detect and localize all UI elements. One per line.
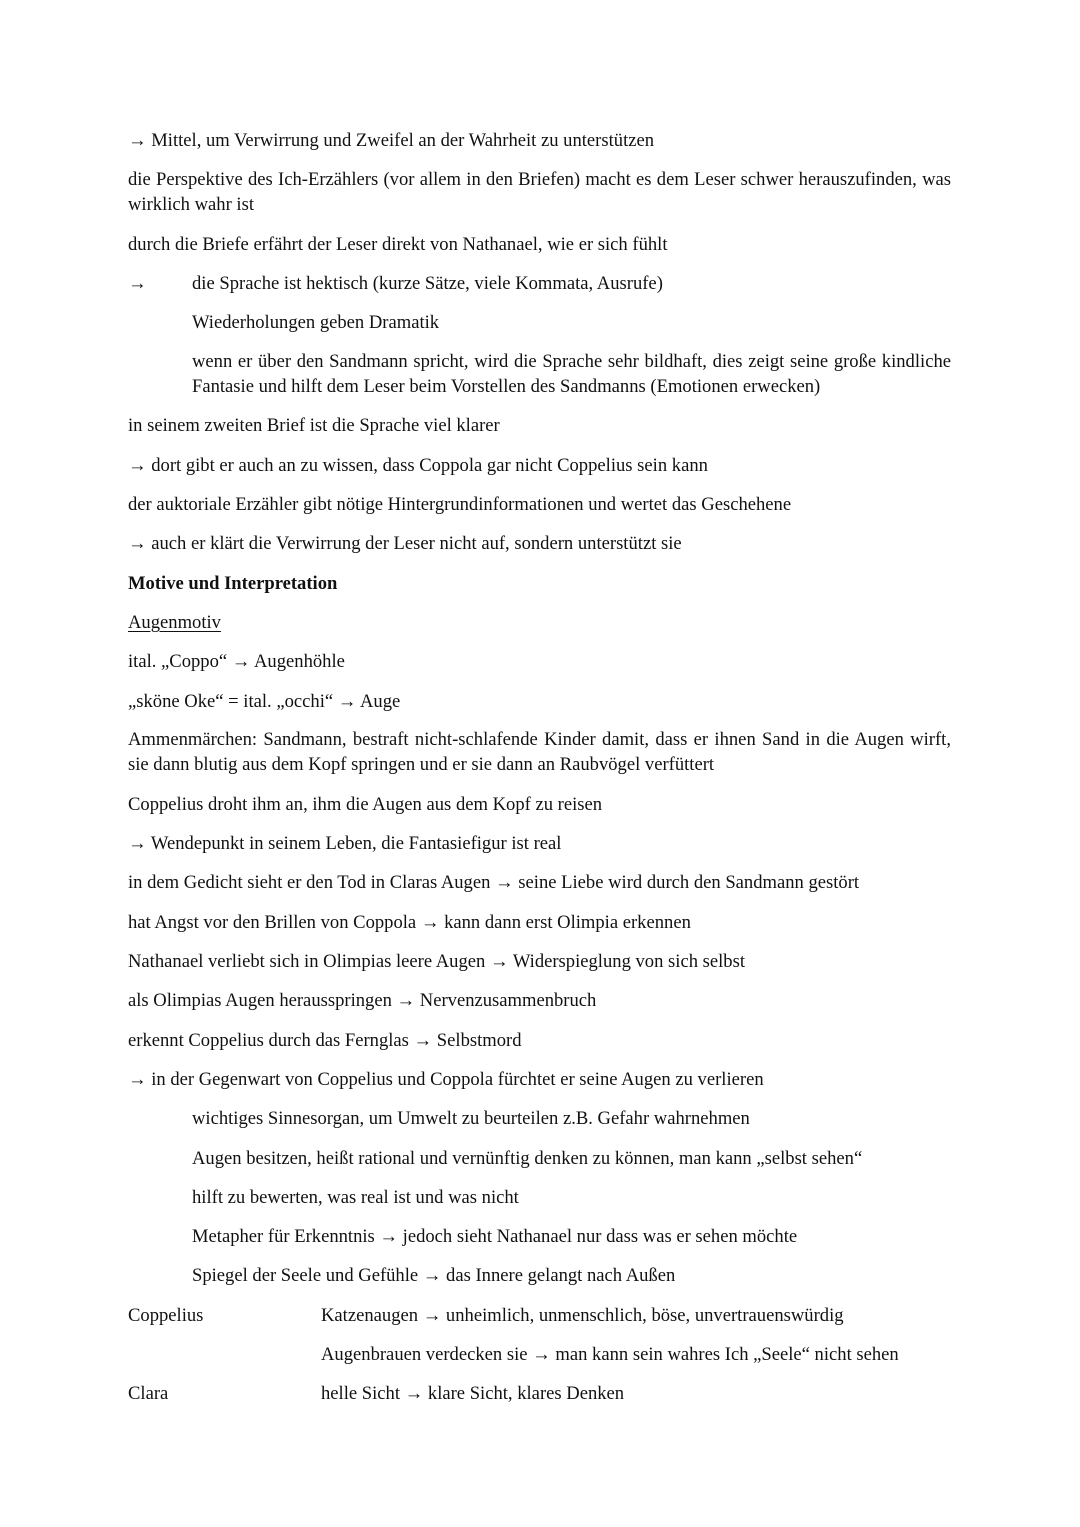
text-line: Metapher für Erkenntnis → jedoch sieht Nathanael nur dass was er sehen möchte [192, 1226, 798, 1247]
text-paragraph: wenn er über den Sandmann spricht, wird die Sprache sehr bildhaft, dies zeigt seine große kindliche Fantasie und hilft dem Leser beim Vorstellen des Sandmanns (Emotionen erwecken) [192, 351, 951, 397]
row-label-coppelius: Coppelius [128, 1305, 204, 1326]
text-line: in dem Gedicht sieht er den Tod in Claras Augen → seine Liebe wird durch den Sandmann gestört [128, 872, 860, 893]
arrow-marker: → [128, 273, 147, 294]
text-line: als Olimpias Augen herausspringen → Nervenzusammenbruch [128, 990, 597, 1011]
text-line: hilft zu bewerten, was real ist und was nicht [192, 1187, 519, 1208]
subsection-heading: Augenmotiv [128, 612, 221, 633]
text-line: → auch er klärt die Verwirrung der Leser nicht auf, sondern unterstützt sie [128, 533, 682, 554]
row-label-clara: Clara [128, 1383, 169, 1404]
text-line: Augen besitzen, heißt rational und vernünftig denken zu können, man kann „selbst sehen“ [192, 1148, 863, 1169]
text-line: → Mittel, um Verwirrung und Zweifel an der Wahrheit zu unterstützen [128, 130, 655, 151]
text-line: wichtiges Sinnesorgan, um Umwelt zu beurteilen z.B. Gefahr wahrnehmen [192, 1108, 750, 1129]
text-paragraph: die Perspektive des Ich-Erzählers (vor allem in den Briefen) macht es dem Leser schwer herauszufinden, was wirklich wahr ist [128, 169, 951, 215]
text-line: → dort gibt er auch an zu wissen, dass Coppola gar nicht Coppelius sein kann [128, 455, 708, 476]
text-line: Nathanael verliebt sich in Olimpias leere Augen → Widerspieglung von sich selbst [128, 951, 746, 972]
text-line: durch die Briefe erfährt der Leser direkt von Nathanael, wie er sich fühlt [128, 234, 668, 255]
text-line: die Sprache ist hektisch (kurze Sätze, viele Kommata, Ausrufe) [192, 273, 663, 294]
text-line: helle Sicht → klare Sicht, klares Denken [321, 1383, 625, 1404]
text-line: hat Angst vor den Brillen von Coppola → kann dann erst Olimpia erkennen [128, 912, 691, 933]
text-line: → Wendepunkt in seinem Leben, die Fantasiefigur ist real [128, 833, 562, 854]
section-heading: Motive und Interpretation [128, 573, 338, 594]
text-line: „sköne Oke“ = ital. „occhi“ → Auge [128, 691, 401, 712]
text-line: Wiederholungen geben Dramatik [192, 312, 440, 333]
text-paragraph: Ammenmärchen: Sandmann, bestraft nicht-schlafende Kinder damit, dass er ihnen Sand in die Augen wirft, sie dann blutig aus dem Kopf springen und er sie dann an Raubvögel verfüttert [128, 729, 951, 775]
text-line: in seinem zweiten Brief ist die Sprache viel klarer [128, 415, 500, 436]
text-line: erkennt Coppelius durch das Fernglas → Selbstmord [128, 1030, 522, 1051]
text-line: → in der Gegenwart von Coppelius und Coppola fürchtet er seine Augen zu verlieren [128, 1069, 764, 1090]
text-line: Katzenaugen → unheimlich, unmenschlich, böse, unvertrauenswürdig [321, 1305, 844, 1326]
text-line: ital. „Coppo“ → Augenhöhle [128, 651, 345, 672]
text-line: Coppelius droht ihm an, ihm die Augen aus dem Kopf zu reisen [128, 794, 603, 815]
text-line: der auktoriale Erzähler gibt nötige Hintergrundinformationen und wertet das Geschehene [128, 494, 792, 515]
text-line: Spiegel der Seele und Gefühle → das Innere gelangt nach Außen [192, 1265, 676, 1286]
text-line: Augenbrauen verdecken sie → man kann sein wahres Ich „Seele“ nicht sehen [321, 1344, 899, 1365]
